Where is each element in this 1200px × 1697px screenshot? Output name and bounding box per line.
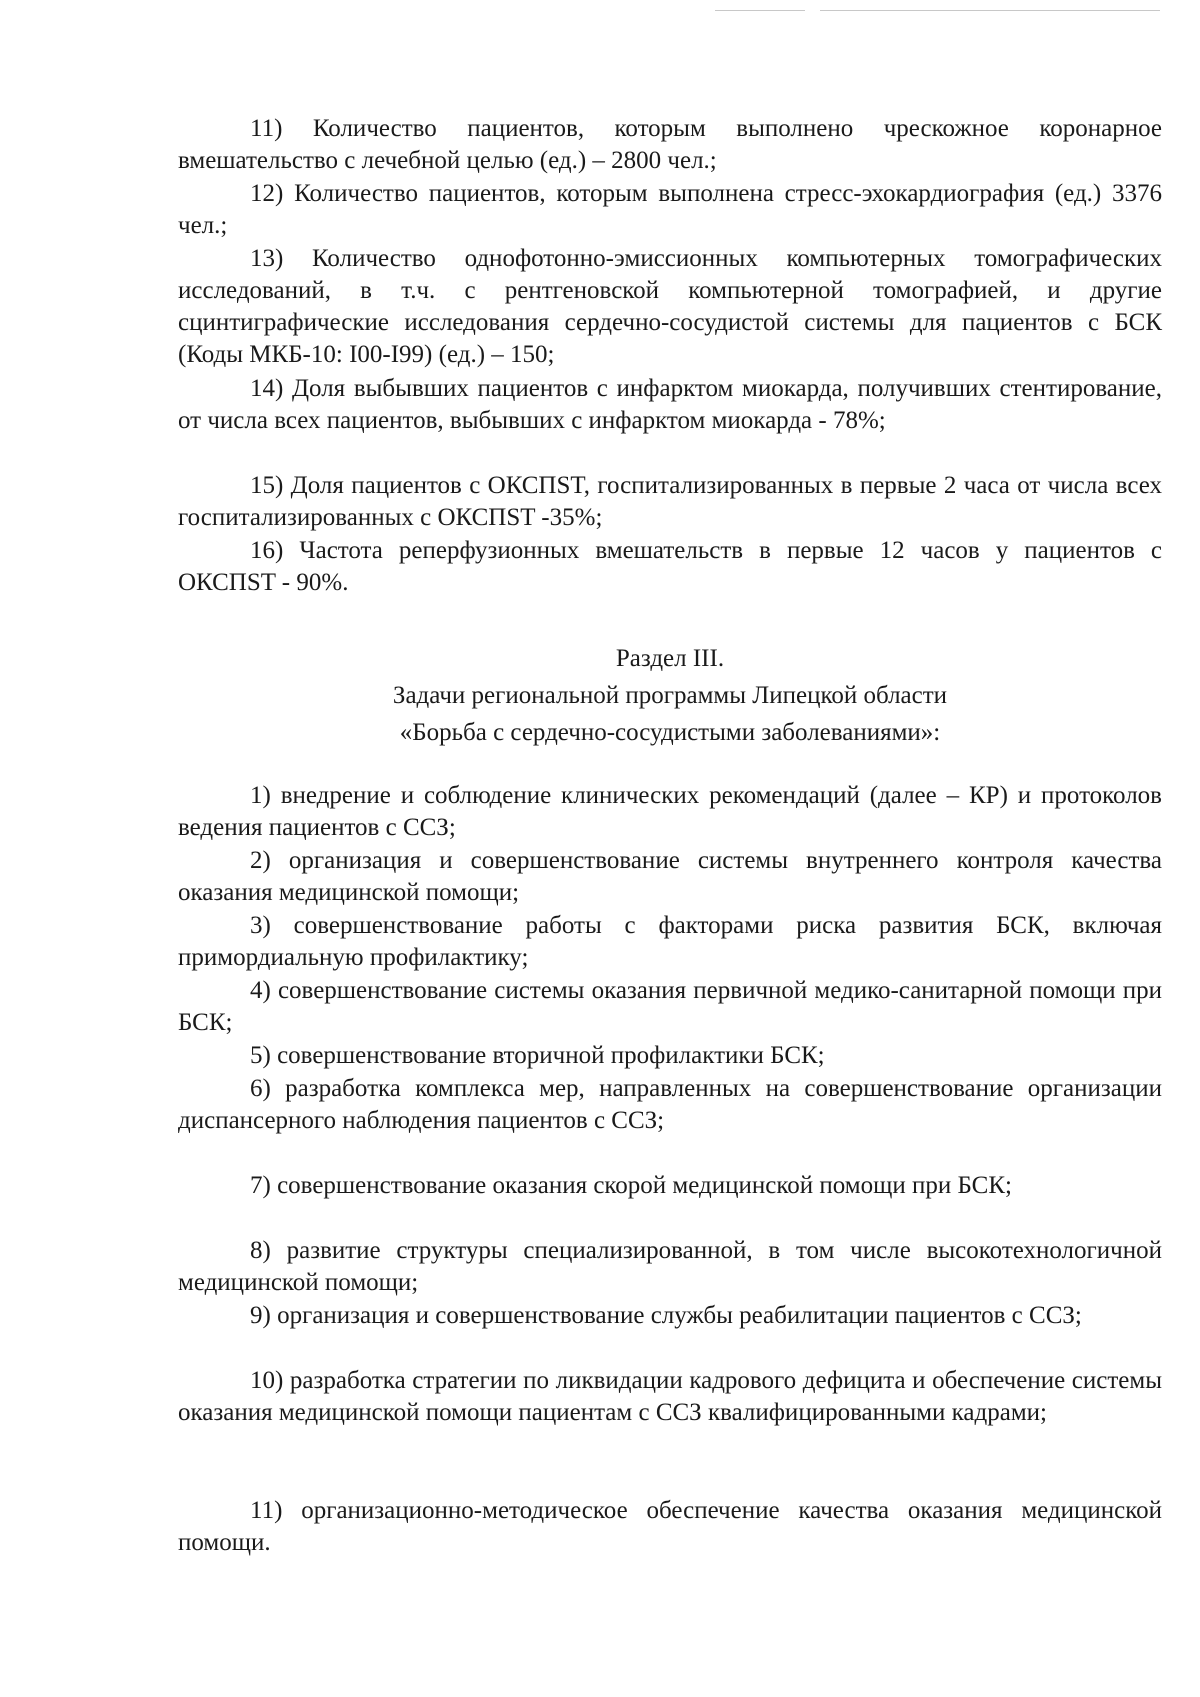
task-item: 11) организационно-методическое обеспечение качества оказания медицинской помощи. <box>178 1497 1162 1556</box>
task-item: 3) совершенствование работы с факторами риска развития БСК, включая примордиальную профилактику; <box>178 912 1162 971</box>
task-item: 2) организация и совершенствование системы внутреннего контроля качества оказания медицинской помощи; <box>178 847 1162 906</box>
task-item: 4) совершенствование системы оказания первичной медико-санитарной помощи при БСК; <box>178 977 1162 1036</box>
section-title-line: Задачи региональной программы Липецкой области <box>392 682 948 709</box>
indicator-item: 15) Доля пациентов с ОКСПST, госпитализированных в первые 2 часа от числа всех госпитализированных с ОКСПST -35%; <box>178 472 1162 531</box>
task-item: 8) развитие структуры специализированной, в том числе высокотехнологичной медицинской помощи; <box>178 1237 1162 1296</box>
task-item: 5) совершенствование вторичной профилактики БСК; <box>250 1042 825 1069</box>
indicator-item: 11) Количество пациентов, которым выполнено чрескожное коронарное вмешательство с лечебной целью (ед.) – 2800 чел.; <box>178 115 1162 174</box>
indicator-item: 16) Частота реперфузионных вмешательств в первые 12 часов у пациентов с ОКСПST - 90%. <box>178 537 1162 596</box>
section-title-line: «Борьба с сердечно-сосудистыми заболеваниями»: <box>399 719 941 746</box>
scan-artifact <box>715 10 805 11</box>
scan-artifact <box>820 10 1160 11</box>
task-item: 1) внедрение и соблюдение клинических рекомендаций (далее – КР) и протоколов ведения пациентов с ССЗ; <box>178 782 1162 841</box>
task-item: 9) организация и совершенствование службы реабилитации пациентов с ССЗ; <box>250 1302 1082 1329</box>
section-heading <box>178 640 1162 751</box>
indicator-item: 12) Количество пациентов, которым выполнена стресс-эхокардиография (ед.) 3376 чел.; <box>178 180 1162 239</box>
task-item: 6) разработка комплекса мер, направленных на совершенствование организации диспансерного наблюдения пациентов с ССЗ; <box>178 1075 1162 1134</box>
task-item: 7) совершенствование оказания скорой медицинской помощи при БСК; <box>250 1172 1012 1199</box>
indicator-item: 14) Доля выбывших пациентов с инфарктом миокарда, получивших стентирование, от числа всех пациентов, выбывших с инфарктом миокарда - 78%; <box>178 375 1162 434</box>
task-item: 10) разработка стратегии по ликвидации кадрового дефицита и обеспечение системы оказания медицинской помощи пациентам с ССЗ квалифицированными кадрами; <box>178 1367 1162 1426</box>
section-number: Раздел III. <box>615 645 725 672</box>
indicator-item: 13) Количество однофотонно-эмиссионных компьютерных томографических исследований, в т.ч. с рентгеновской компьютерной томографией, и другие сцинтиграфические исследования сердечно-сосудистой системы для пациентов с БСК (Коды МКБ-10: I00-I99) (ед.) – 150; <box>178 245 1162 368</box>
